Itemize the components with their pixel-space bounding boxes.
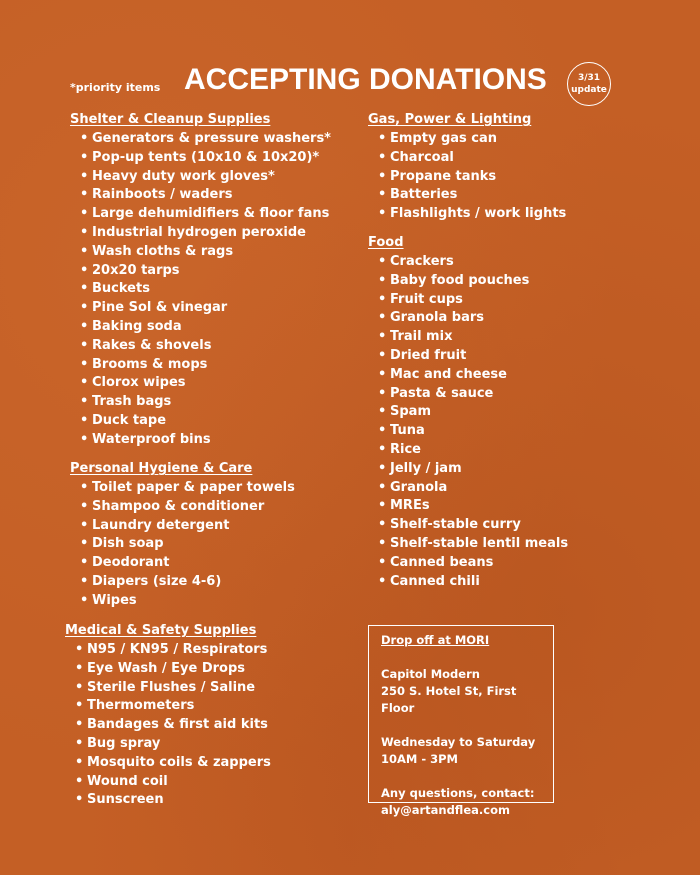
dropoff-venue: Capitol Modern — [381, 667, 480, 681]
list-item: • 20x20 tarps — [70, 262, 331, 281]
list-item: • Rainboots / waders — [70, 186, 331, 205]
list-item: • Mosquito coils & zappers — [65, 754, 271, 773]
item-list — [368, 130, 566, 224]
list-item: • Buckets — [70, 280, 331, 299]
section-gas-power — [368, 110, 566, 224]
list-item: • Propane tanks — [368, 168, 566, 187]
list-item: • Crackers — [368, 253, 568, 272]
list-item: • Granola bars — [368, 309, 568, 328]
list-item: • Wash cloths & rags — [70, 243, 331, 262]
badge-label: update — [571, 85, 607, 95]
list-item: • Flashlights / work lights — [368, 205, 566, 224]
dropoff-title: Drop off at MORI — [381, 633, 490, 647]
list-item: • Trash bags — [70, 393, 331, 412]
list-item: • Laundry detergent — [70, 517, 295, 536]
section-food — [368, 233, 568, 591]
list-item: • Industrial hydrogen peroxide — [70, 224, 331, 243]
list-item: • Shelf-stable curry — [368, 516, 568, 535]
list-item: • Sterile Flushes / Saline — [65, 679, 271, 698]
list-item: • Bandages & first aid kits — [65, 716, 271, 735]
section-title: Gas, Power & Lighting — [368, 112, 532, 127]
list-item: • Empty gas can — [368, 130, 566, 149]
priority-note: *priority items — [70, 81, 161, 94]
badge-date: 3/31 — [577, 73, 601, 83]
list-item: • Pasta & sauce — [368, 385, 568, 404]
list-item: • Deodorant — [70, 554, 295, 573]
section-title: Shelter & Cleanup Supplies — [70, 112, 271, 127]
list-item: • Trail mix — [368, 328, 568, 347]
list-item: • Batteries — [368, 186, 566, 205]
list-item: • Baking soda — [70, 318, 331, 337]
dropoff-address: 250 S. Hotel St, First Floor — [381, 684, 517, 715]
dropoff-hours: 10AM - 3PM — [381, 752, 459, 766]
list-item: • Eye Wash / Eye Drops — [65, 660, 271, 679]
list-item: • Clorox wipes — [70, 374, 331, 393]
dropoff-days: Wednesday to Saturday — [381, 735, 536, 749]
list-item: • Large dehumidifiers & floor fans — [70, 205, 331, 224]
list-item: • Bug spray — [65, 735, 271, 754]
list-item: • Dried fruit — [368, 347, 568, 366]
list-item: • MREs — [368, 497, 568, 516]
list-item: • Thermometers — [65, 697, 271, 716]
section-medical — [65, 621, 271, 810]
section-title: Personal Hygiene & Care — [70, 461, 253, 476]
list-item: • Canned chili — [368, 573, 568, 592]
list-item: • Pop-up tents (10x10 & 10x20)* — [70, 149, 331, 168]
update-badge — [567, 62, 611, 106]
contact-email[interactable]: aly@artandflea.com — [381, 803, 510, 817]
list-item: • Charcoal — [368, 149, 566, 168]
item-list — [70, 479, 295, 611]
list-item: • Diapers (size 4-6) — [70, 573, 295, 592]
list-item: • Generators & pressure washers* — [70, 130, 331, 149]
section-title: Medical & Safety Supplies — [65, 623, 257, 638]
list-item: • Baby food pouches — [368, 272, 568, 291]
section-title: Food — [368, 235, 404, 250]
list-item: • Rice — [368, 441, 568, 460]
list-item: • Mac and cheese — [368, 366, 568, 385]
list-item: • Wipes — [70, 592, 295, 611]
section-hygiene — [70, 459, 295, 611]
list-item: • Tuna — [368, 422, 568, 441]
dropoff-box — [368, 625, 554, 817]
item-list — [368, 253, 568, 591]
list-item: • Waterproof bins — [70, 431, 331, 450]
list-item: • Wound coil — [65, 773, 271, 792]
item-list — [65, 641, 271, 810]
section-shelter — [70, 110, 331, 450]
list-item: • Shelf-stable lentil meals — [368, 535, 568, 554]
item-list — [70, 130, 331, 450]
list-item: • Toilet paper & paper towels — [70, 479, 295, 498]
list-item: • Jelly / jam — [368, 460, 568, 479]
list-item: • Shampoo & conditioner — [70, 498, 295, 517]
list-item: • Heavy duty work gloves* — [70, 168, 331, 187]
list-item: • Rakes & shovels — [70, 337, 331, 356]
list-item: • Sunscreen — [65, 791, 271, 810]
contact-label: Any questions, contact: — [381, 786, 535, 800]
list-item: • Granola — [368, 479, 568, 498]
list-item: • Spam — [368, 403, 568, 422]
list-item: • Fruit cups — [368, 291, 568, 310]
list-item: • Duck tape — [70, 412, 331, 431]
list-item: • Canned beans — [368, 554, 568, 573]
list-item: • Brooms & mops — [70, 356, 331, 375]
page-title: ACCEPTING DONATIONS — [184, 63, 547, 96]
list-item: • Dish soap — [70, 535, 295, 554]
list-item: • N95 / KN95 / Respirators — [65, 641, 271, 660]
list-item: • Pine Sol & vinegar — [70, 299, 331, 318]
